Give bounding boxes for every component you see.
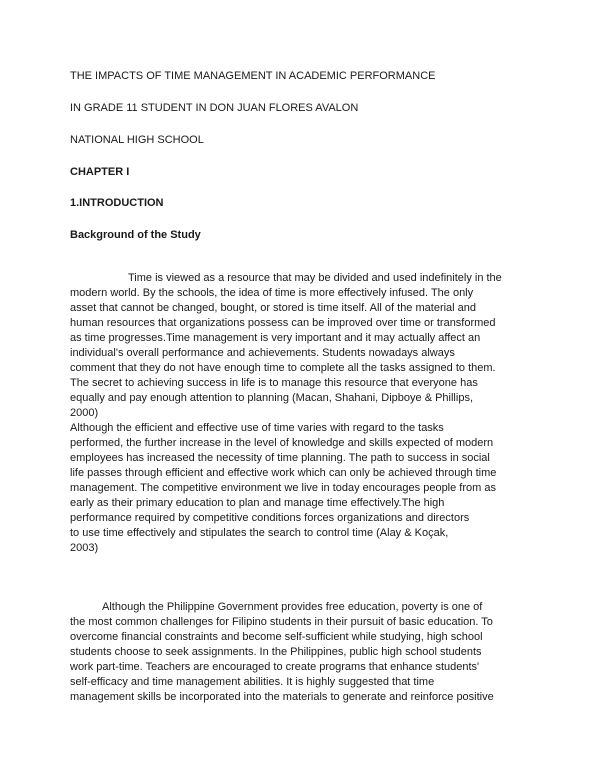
paragraph-2-line: performed, the further increase in the level of knowledge and skills expected of modern (70, 437, 494, 449)
paragraph-2-line: performance required by competitive conditions forces organizations and directors (70, 512, 470, 524)
paragraph-2-line: employees has increased the necessity of time planning. The path to success in social (70, 452, 490, 464)
paragraph-2-line: early as their primary education to plan and manage time effectively.The high (70, 497, 445, 509)
paragraph-1-line: asset that cannot be changed, bought, or stored is time itself. All of the material and (70, 302, 477, 314)
paragraph-1 (70, 271, 530, 421)
paragraph-3-line: overcome financial constraints and become self-sufficient while studying, high school (70, 631, 483, 643)
paragraph-1-line: individual's overall performance and achievements. Students nowadays always (70, 347, 455, 359)
paragraph-3-line: management skills be incorporated into the materials to generate and reinforce positive (70, 691, 494, 703)
paragraph-2-line: management. The competitive environment we live in today encourages people from as (70, 482, 496, 494)
title-line-2: IN GRADE 11 STUDENT IN DON JUAN FLORES AVALON (70, 102, 359, 114)
paragraph-2-line: Although the efficient and effective use of time varies with regard to the tasks (70, 422, 444, 434)
chapter-heading: CHAPTER I (70, 166, 130, 178)
section-heading: 1.INTRODUCTION (70, 197, 164, 209)
title-line-3: NATIONAL HIGH SCHOOL (70, 134, 204, 146)
paragraph-3-line: students choose to seek assignments. In the Philippines, public high school students (70, 646, 482, 658)
paragraph-2-line: 2003) (70, 542, 99, 554)
paragraph-3-line: self-efficacy and time management abilities. It is highly suggested that time (70, 676, 435, 688)
paragraph-1-line: as time progresses.Time management is very important and it may actually affect an (70, 332, 481, 344)
paragraph-3 (70, 600, 530, 705)
paragraph-2-line: life passes through efficient and effective work which can only be achieved through time (70, 467, 497, 479)
paragraph-2-line: to use time effectively and stipulates the search to control time (Alay & Koçak, (70, 527, 449, 539)
paragraph-3-line: the most common challenges for Filipino students in their pursuit of basic education. To (70, 616, 493, 628)
paragraph-1-line: The secret to achieving success in life is to manage this resource that everyone has (70, 377, 478, 389)
paragraph-1-line: modern world. By the schools, the idea of time is more effectively infused. The only (70, 287, 474, 299)
paragraph-3-line: work part-time. Teachers are encouraged to create programs that enhance students' (70, 661, 480, 673)
paragraph-1-line: equally and pay enough attention to planning (Macan, Shahani, Dipboye & Phillips, (70, 392, 473, 404)
title-line-1: THE IMPACTS OF TIME MANAGEMENT IN ACADEMIC PERFORMANCE (70, 70, 436, 82)
paragraph-1-line: Time is viewed as a resource that may be divided and used indefinitely in the (128, 272, 502, 284)
paragraph-1-line: 2000) (70, 407, 99, 419)
paragraph-1-line: comment that they do not have enough time to complete all the tasks assigned to them. (70, 362, 496, 374)
paragraph-2 (70, 421, 530, 556)
paragraph-1-line: human resources that organizations possess can be improved over time or transformed (70, 317, 496, 329)
paragraph-3-line: Although the Philippine Government provides free education, poverty is one of (102, 601, 483, 613)
subsection-heading: Background of the Study (70, 229, 201, 241)
